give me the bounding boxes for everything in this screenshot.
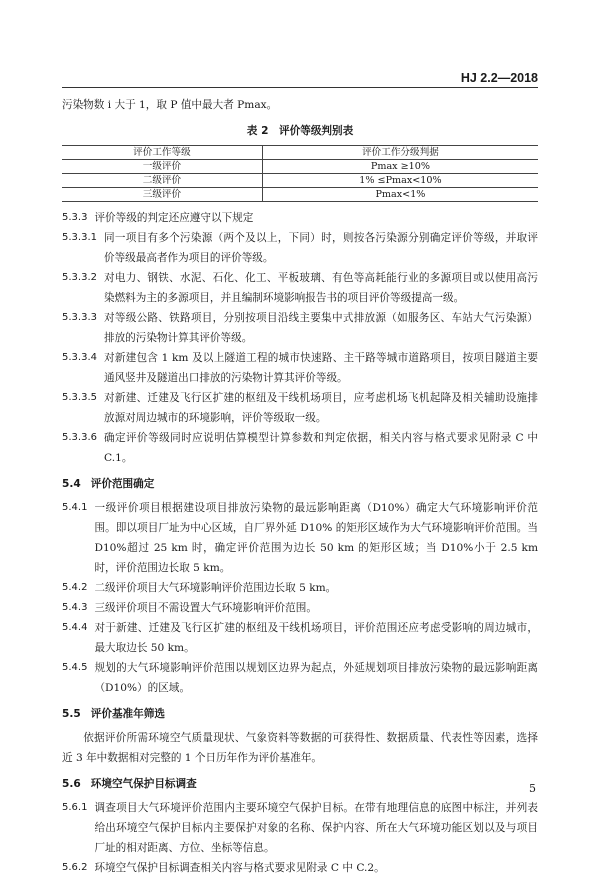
standard-code: HJ 2.2—2018 (460, 71, 538, 85)
table-caption: 表 2 评价等级判别表 (246, 125, 354, 137)
table-row (62, 188, 538, 202)
clause-5-4-4 (62, 618, 538, 658)
header-divider (62, 87, 538, 88)
section-title: 环境空气保护目标调查 (90, 778, 197, 790)
clause-text: 二级评价项目大气环境影响评价范围边长取 5 km。 (94, 582, 337, 594)
clause-number: 5.3.3.1 (62, 232, 97, 243)
table-header-row (62, 146, 538, 160)
clause-5-4-2 (62, 578, 538, 598)
section-heading-5-6 (62, 774, 538, 794)
clause-number: 5.3.3.5 (62, 392, 97, 403)
section-heading-5-4 (62, 474, 538, 494)
section-title: 评价范围确定 (90, 478, 155, 490)
clause-number: 5.6.2 (62, 862, 88, 873)
clause-text: 三级评价项目不需设置大气环境影响评价范围。 (94, 602, 317, 614)
table-row (62, 174, 538, 188)
clause-5-3-3-3 (62, 308, 538, 348)
clause-5-3-3-5 (62, 388, 538, 428)
clause-number: 5.4.2 (62, 582, 88, 593)
clause-5-4-3 (62, 598, 538, 618)
section-title: 评价基准年筛选 (90, 708, 165, 720)
clause-5-3-3-1 (62, 228, 538, 268)
column-header: 评价工作分级判据 (262, 146, 538, 160)
clause-text: 确定评价等级同时应说明估算模型计算参数和判定依据，相关内容与格式要求见附录 C 中 C.1。 (104, 432, 538, 464)
table-cell: 一级评价 (62, 160, 262, 174)
clause-5-3-3-2 (62, 268, 538, 308)
clause-text: 评价等级的判定还应遵守以下规定 (94, 212, 254, 224)
section-number: 5.4 (62, 478, 81, 490)
clause-number: 5.4.3 (62, 602, 88, 613)
clause-text: 一级评价项目根据建设项目排放污染物的最远影响距离（D10%）确定大气环境影响评价范围。即以项目厂址为中心区域，自厂界外延 D10% 的矩形区域作为大气环境影响评价范围。当 D10%超过 25 km 时，确定评价范围为边长 50 km 的矩形区域；当 D10%小于 2.5 km 时，评价范围边长取 5 km。 (94, 502, 538, 574)
clause-number: 5.3.3.3 (62, 312, 97, 323)
evaluation-grade-table (62, 145, 538, 202)
clause-number: 5.3.3.4 (62, 352, 97, 363)
table-row (62, 160, 538, 174)
clause-5-6-1 (62, 798, 538, 858)
clause-5-3-3-4 (62, 348, 538, 388)
lead-paragraph: 污染物数 i 大于 1，取 P 值中最大者 Pmax。 (62, 99, 278, 111)
clause-5-4-1 (62, 498, 538, 578)
table-cell: 二级评价 (62, 174, 262, 188)
clause-5-3-3-6 (62, 428, 538, 468)
clause-number: 5.6.1 (62, 802, 88, 813)
clause-text: 对电力、钢铁、水泥、石化、化工、平板玻璃、有色等高耗能行业的多源项目或以使用高污染燃料为主的多源项目，并且编制环境影响报告书的项目评价等级提高一级。 (104, 272, 538, 304)
clause-number: 5.3.3.6 (62, 432, 97, 443)
section-heading-5-5 (62, 704, 538, 724)
clause-text: 对于新建、迁建及飞行区扩建的枢纽及干线机场项目，评价范围还应考虑受影响的周边城市，最大取边长 50 km。 (94, 622, 538, 654)
clause-text: 对新建包含 1 km 及以上隧道工程的城市快速路、主干路等城市道路项目，按项目隧道主要通风竖井及隧道出口排放的污染物计算其评价等级。 (104, 352, 538, 384)
section-number: 5.6 (62, 778, 81, 790)
clause-number: 5.3.3 (62, 212, 88, 223)
clause-5-4-5 (62, 658, 538, 698)
clause-number: 5.3.3.2 (62, 272, 97, 283)
clause-text: 环境空气保护目标调查相关内容与格式要求见附录 C 中 C.2。 (94, 862, 385, 874)
clause-number: 5.4.5 (62, 662, 88, 673)
clause-text: 规划的大气环境影响评价范围以规划区边界为起点，外延规划项目排放污染物的最远影响距离（D10%）的区域。 (94, 662, 538, 694)
table-cell: Pmax ≥10% (262, 160, 538, 174)
column-header: 评价工作等级 (62, 146, 262, 160)
table-cell: 三级评价 (62, 188, 262, 202)
page-number: 5 (529, 782, 536, 795)
clause-number: 5.4.4 (62, 622, 88, 633)
page-content (62, 95, 538, 878)
section-number: 5.5 (62, 708, 81, 720)
table-cell: 1% ≤Pmax<10% (262, 174, 538, 188)
clause-text: 对等级公路、铁路项目，分别按项目沿线主要集中式排放源（如服务区、车站大气污染源）排放的污染物计算其评价等级。 (104, 312, 538, 344)
clause-text: 调查项目大气环境评价范围内主要环境空气保护目标。在带有地理信息的底图中标注，并列表给出环境空气保护目标内主要保护对象的名称、保护内容、所在大气环境功能区划以及与项目厂址的相对距离、方位、坐标等信息。 (94, 802, 538, 854)
clause-text: 同一项目有多个污染源（两个及以上，下同）时，则按各污染源分别确定评价等级，并取评价等级最高者作为项目的评价等级。 (104, 232, 538, 264)
clause-5-6-2 (62, 858, 538, 878)
section-paragraph: 依据评价所需环境空气质量现状、气象资料等数据的可获得性、数据质量、代表性等因素，选择近 3 年中数据相对完整的 1 个日历年作为评价基准年。 (62, 732, 538, 764)
clause-5-3-3 (62, 208, 538, 228)
clause-text: 对新建、迁建及飞行区扩建的枢纽及干线机场项目，应考虑机场飞机起降及相关辅助设施排放源对周边城市的环境影响，评价等级取一级。 (104, 392, 538, 424)
clause-number: 5.4.1 (62, 502, 88, 513)
table-cell: Pmax<1% (262, 188, 538, 202)
